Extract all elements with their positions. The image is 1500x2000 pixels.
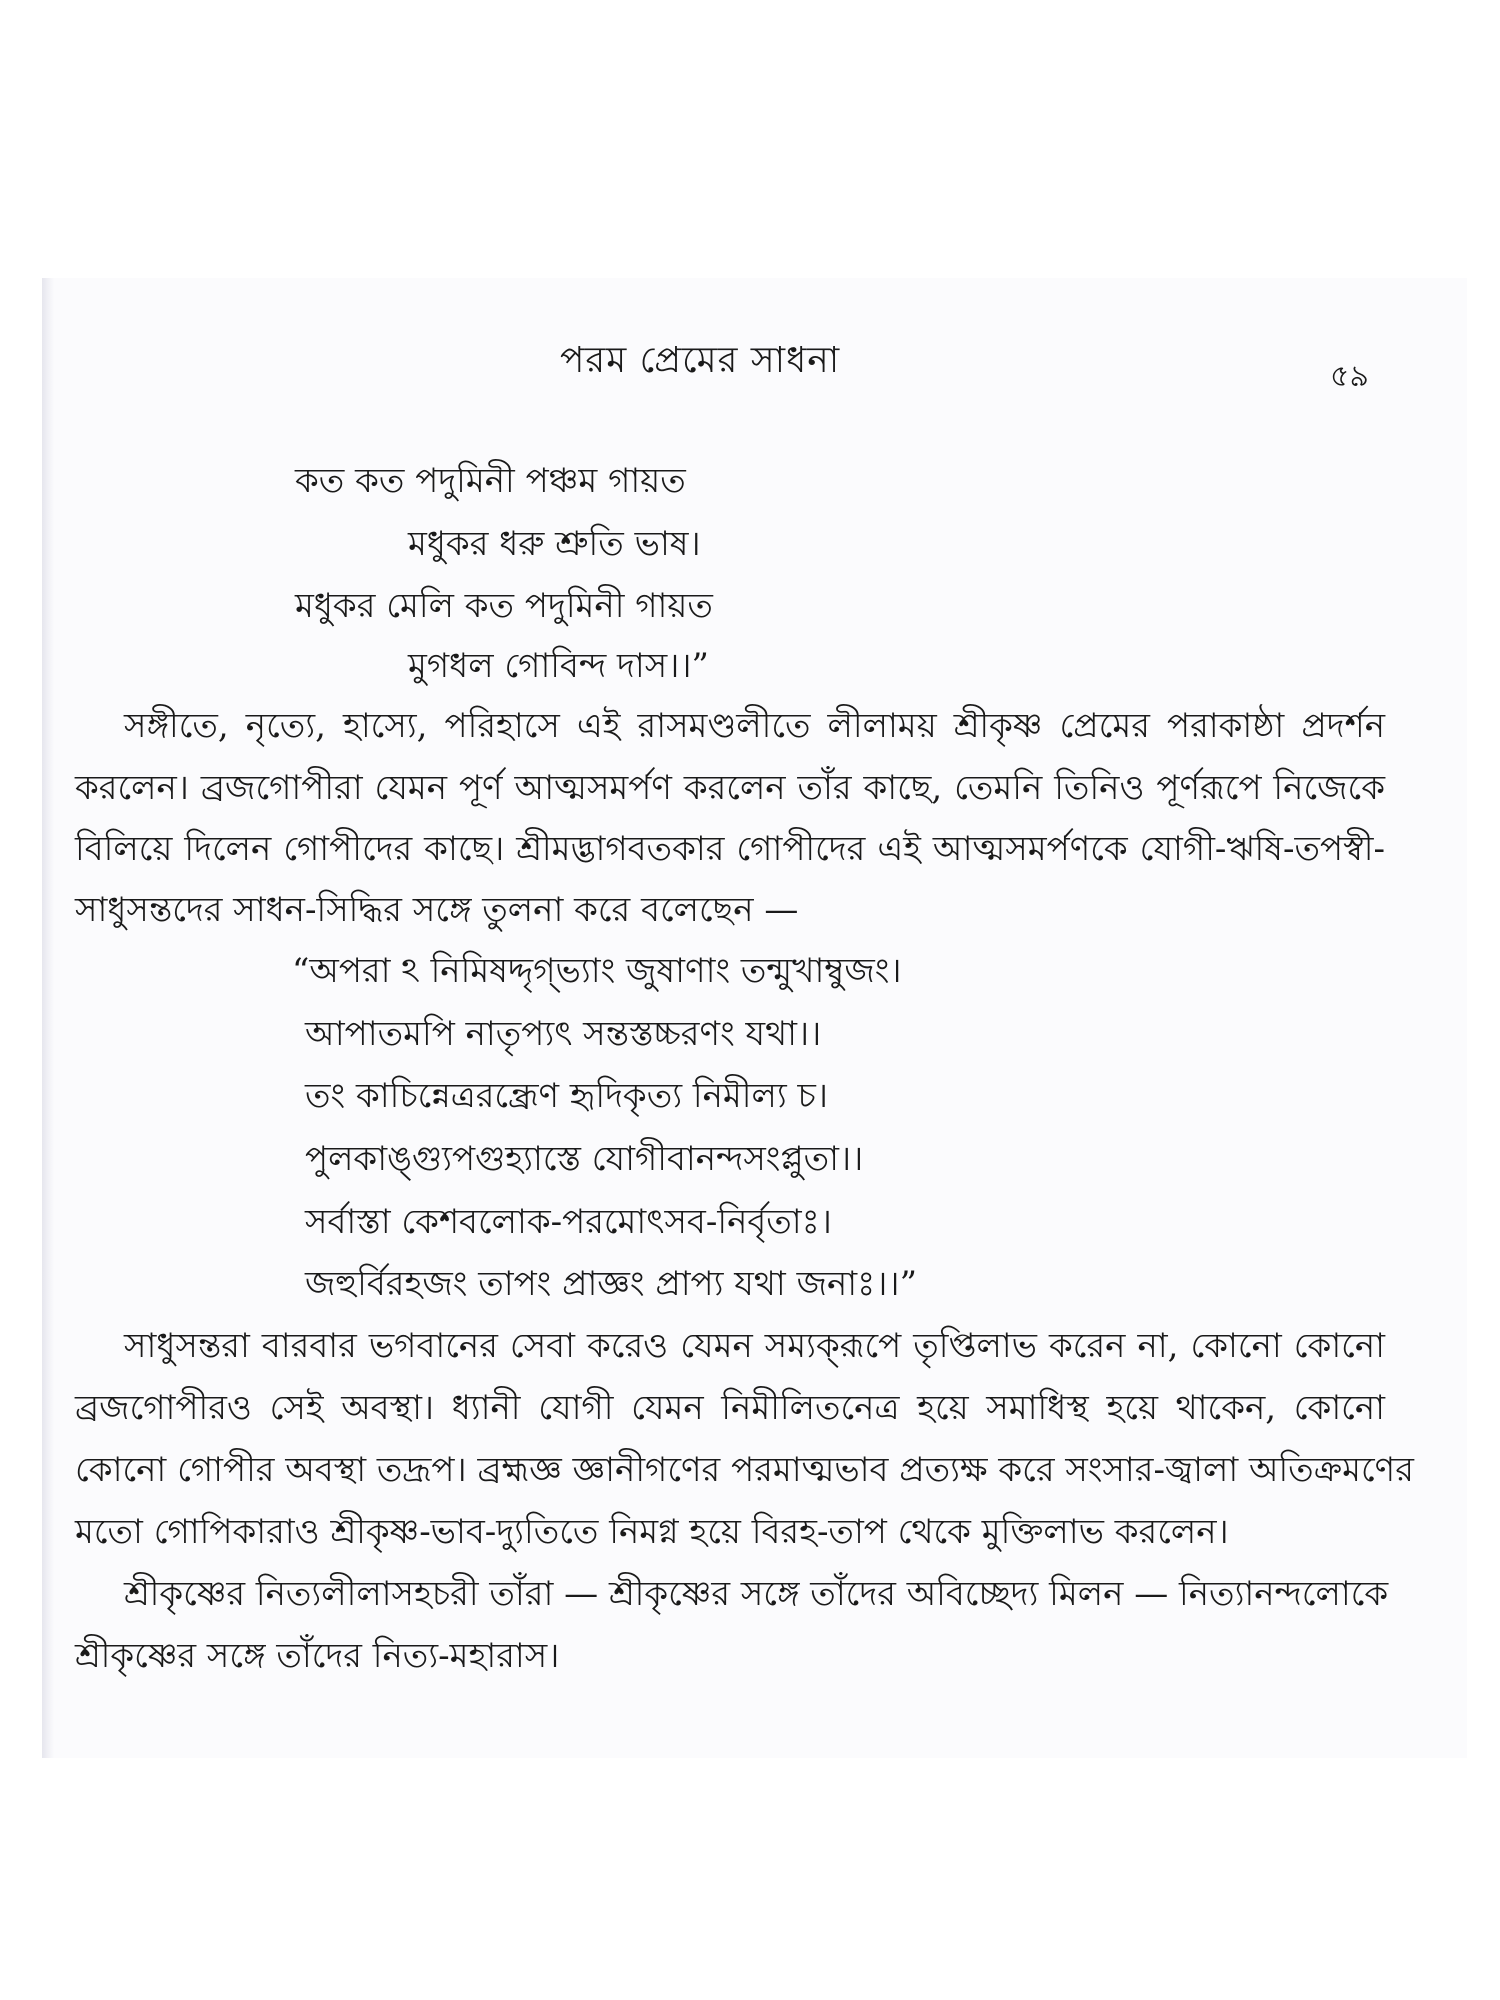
verse-line: মধুকর মেলি কত পদুমিনী গায়ত	[295, 586, 713, 626]
page-number: ৫৯	[1330, 359, 1369, 394]
verse-line: জহুর্বিরহজং তাপং প্রাজ্ঞং প্রাপ্য যথা জনাঃ।।”	[305, 1264, 917, 1304]
verse-line: মুগধল গোবিন্দ দাস।।”	[408, 646, 709, 686]
paragraph-line: শ্রীকৃষ্ণের নিত্যলীলাসহচরী তাঁরা — শ্রীকৃষ্ণের সঙ্গে তাঁদের অবিচ্ছেদ্য মিলন — নিত্যানন্দলোকে	[124, 1574, 1389, 1614]
paragraph-line: সঙ্গীতে, নৃত্যে, হাস্যে, পরিহাসে এই রাসমণ্ডলীতে লীলাময় শ্রীকৃষ্ণ প্রেমের পরাকাষ্ঠা প্রদর্শন	[124, 706, 1385, 746]
paragraph-line: সাধুসন্তরা বারবার ভগবানের সেবা করেও যেমন সম্যক্‌রূপে তৃপ্তিলাভ করেন না, কোনো কোনো	[124, 1326, 1385, 1366]
verse-line: আপাতমপি নাতৃপ্যৎ সন্তস্তচ্চরণং যথা।।	[305, 1014, 822, 1054]
paragraph-line: শ্রীকৃষ্ণের সঙ্গে তাঁদের নিত্য-মহারাস।	[75, 1636, 560, 1676]
verse-line: পুলকাঙ্গ্যুপগুহ্যাস্তে যোগীবানন্দসংপ্লুতা।।	[305, 1139, 864, 1179]
verse-line: তং কাচিন্নেত্ররন্ধ্রেণ হৃদিকৃত্য নিমীল্য চ।	[305, 1076, 829, 1116]
page-edge-shadow	[42, 278, 54, 1758]
paragraph-line: ব্রজগোপীরও সেই অবস্থা। ধ্যানী যোগী যেমন নিমীলিতনেত্র হয়ে সমাধিস্থ হয়ে থাকেন, কোনো	[75, 1388, 1385, 1428]
running-title: পরম প্রেমের সাধনা	[560, 340, 841, 381]
paragraph-line: বিলিয়ে দিলেন গোপীদের কাছে। শ্রীমদ্ভাগবতকার গোপীদের এই আত্মসমর্পণকে যোগী-ঋষি-তপস্বী-	[75, 829, 1385, 869]
verse-line: কত কত পদুমিনী পঞ্চম গায়ত	[295, 461, 686, 501]
verse-line: মধুকর ধরু শ্রুতি ভাষ।	[408, 524, 701, 564]
verse-line: “অপরা ঽ নিমিষদ্দৃগ্‌ভ্যাং জুষাণাং তন্মুখাম্বুজং।	[292, 951, 902, 991]
verse-line: সর্বাস্তা কেশবলোক-পরমোৎসব-নির্বৃতাঃ।	[305, 1202, 832, 1242]
paragraph-line: সাধুসন্তদের সাধন-সিদ্ধির সঙ্গে তুলনা করে বলেছেন —	[75, 890, 799, 930]
paragraph-line: মতো গোপিকারাও শ্রীকৃষ্ণ-ভাব-দ্যুতিতে নিমগ্ন হয়ে বিরহ-তাপ থেকে মুক্তিলাভ করলেন।	[75, 1512, 1229, 1552]
paragraph-line: কোনো গোপীর অবস্থা তদ্রূপ। ব্রহ্মজ্ঞ জ্ঞানীগণের পরমাত্মভাব প্রত্যক্ষ করে সংসার-জ্বালা অতিক্রমণের	[75, 1450, 1414, 1490]
paragraph-line: করলেন। ব্রজগোপীরা যেমন পূর্ণ আত্মসমর্পণ করলেন তাঁর কাছে, তেমনি তিনিও পূর্ণরূপে নিজেকে	[75, 768, 1385, 808]
